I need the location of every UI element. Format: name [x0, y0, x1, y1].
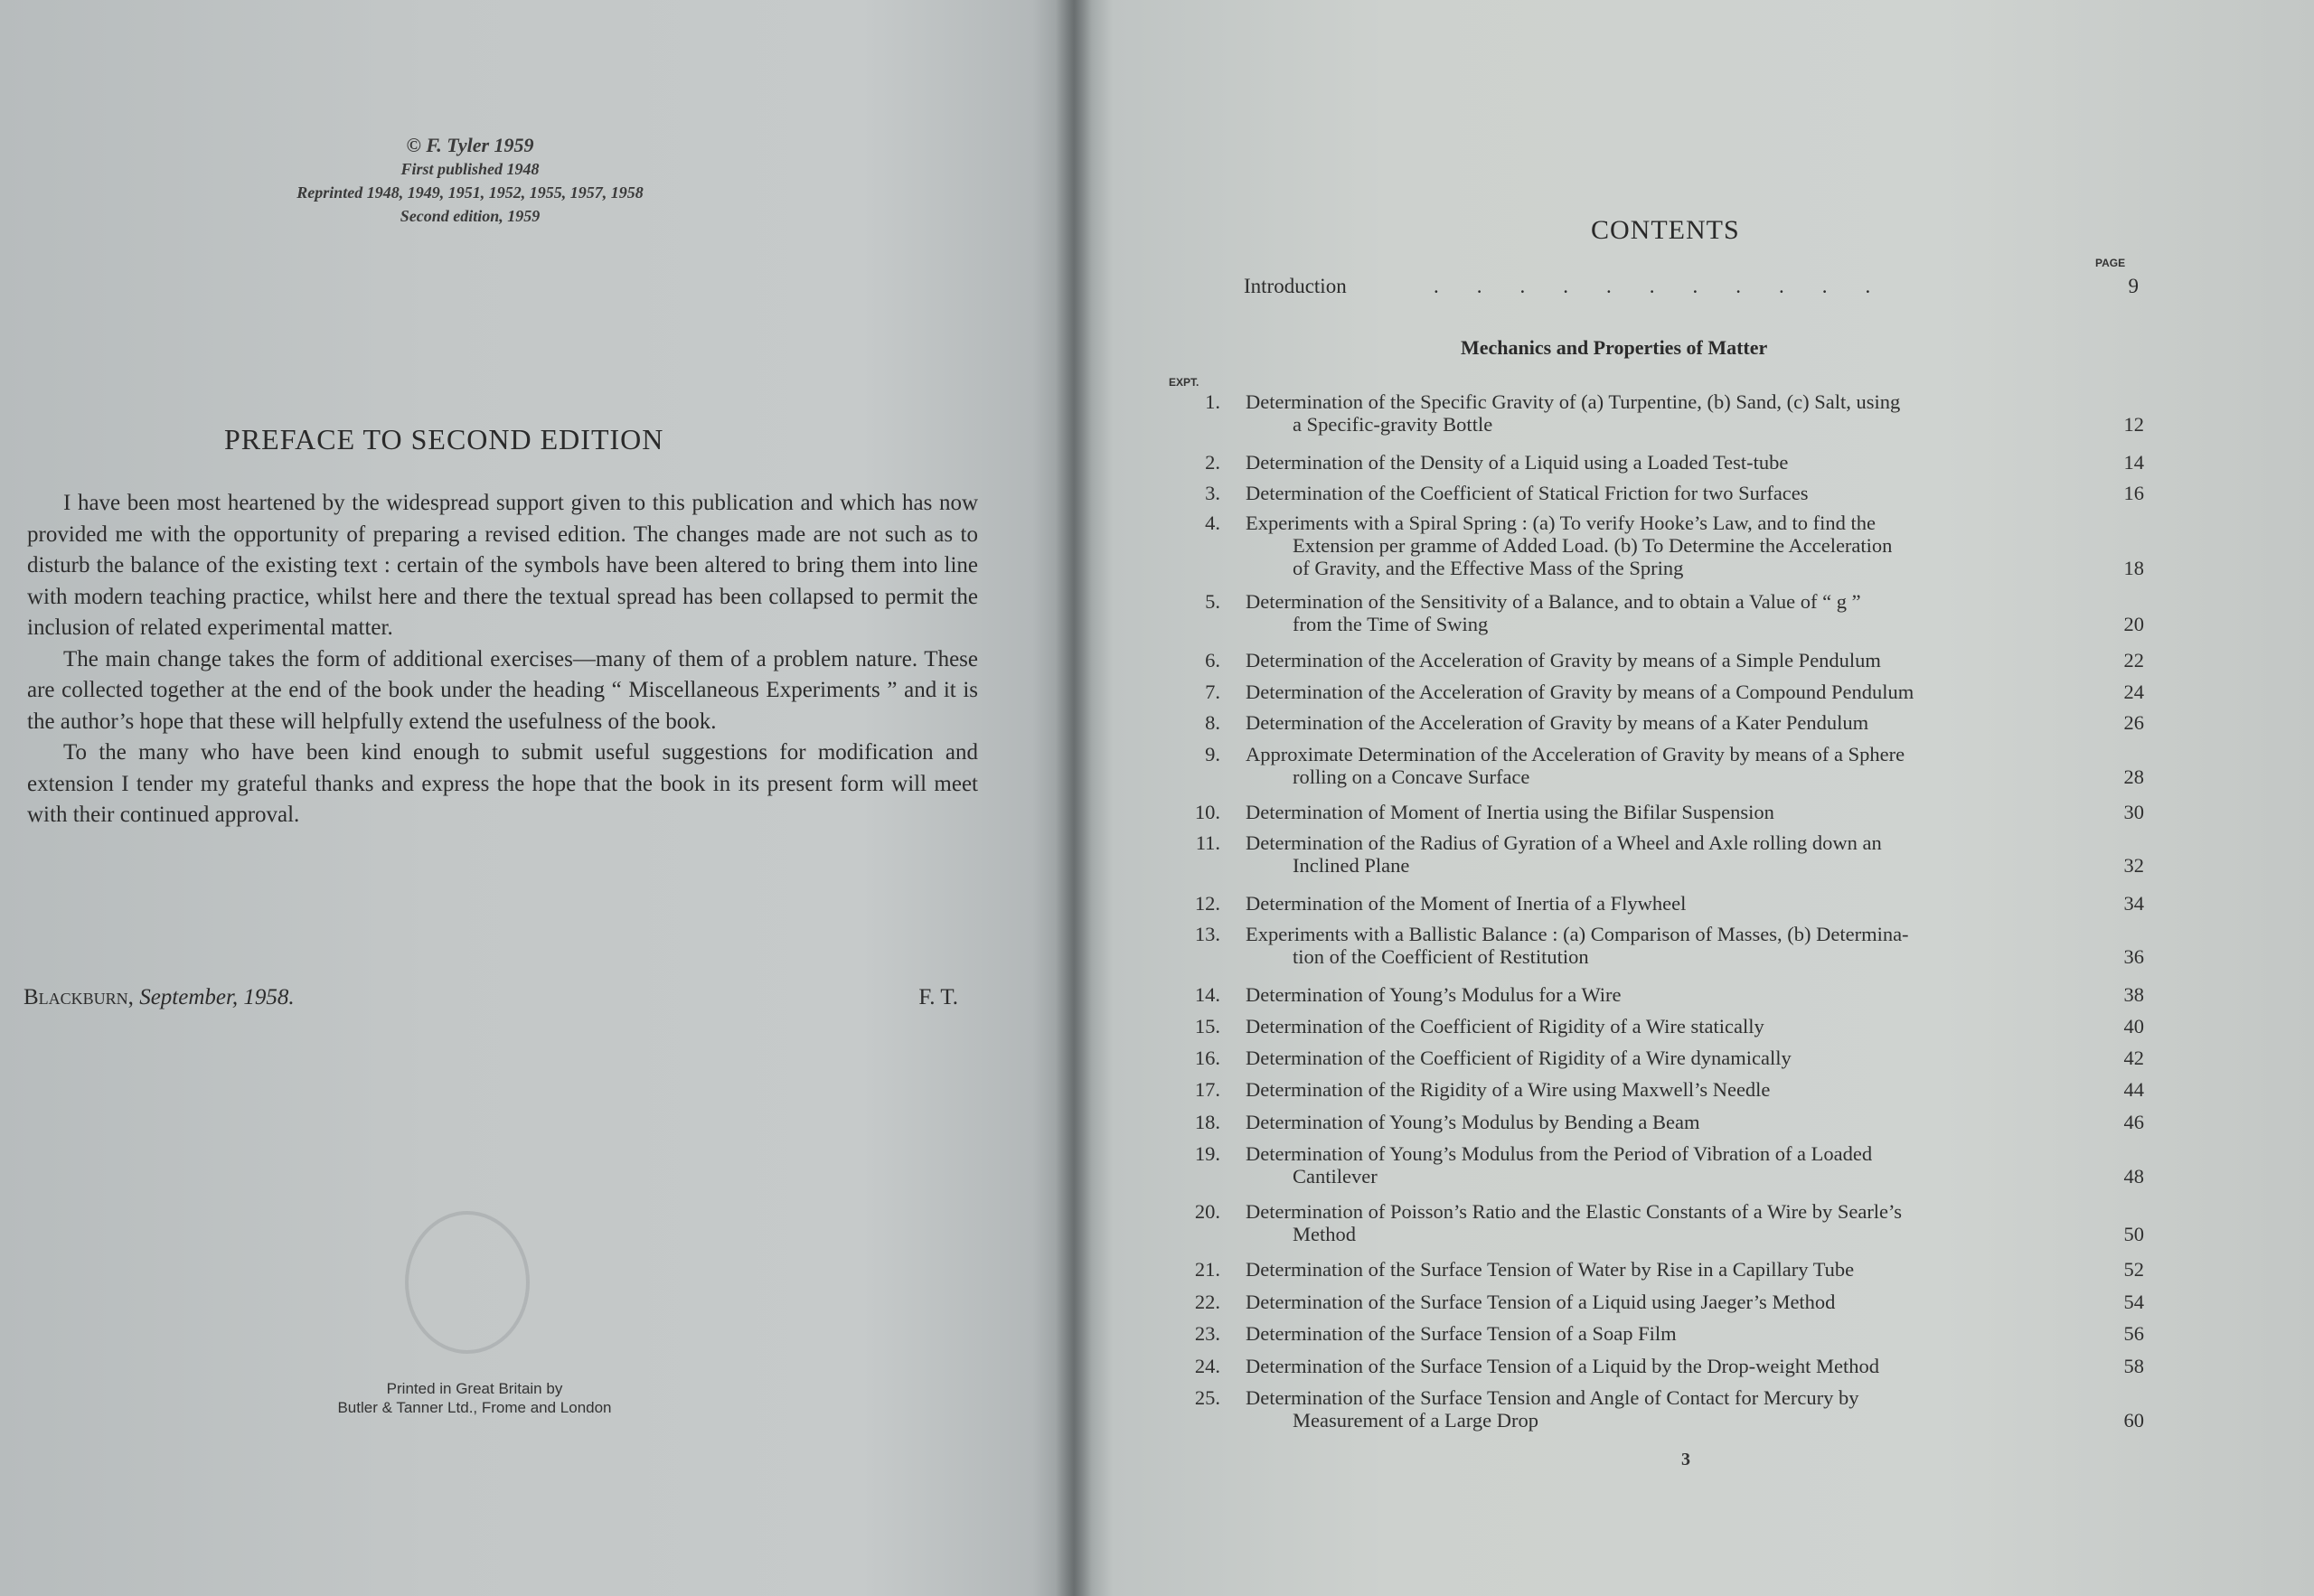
printer-credit — [271, 1379, 678, 1417]
entry-number: 13. — [1194, 923, 1220, 945]
entry-page: 16 — [2123, 482, 2144, 504]
entry-title-line: from the Time of Swing — [1293, 613, 1489, 635]
entry-title-line: Experiments with a Spiral Spring : (a) To verify Hooke’s Law, and to find the — [1246, 512, 1877, 534]
entry-number: 18. — [1194, 1111, 1220, 1133]
entry-title-line: rolling on a Concave Surface — [1293, 765, 1530, 788]
entry-page: 18 — [2123, 557, 2144, 579]
entry-number: 6. — [1205, 649, 1220, 671]
entry-title-line: Determination of the Acceleration of Gravity by means of a Kater Pendulum — [1246, 711, 1869, 734]
entry-title — [1246, 831, 2032, 877]
entry-page: 26 — [2123, 711, 2144, 734]
entry-number: 11. — [1195, 831, 1220, 854]
first-published-line: First published 1948 — [400, 160, 540, 178]
entry-title-line: of Gravity, and the Effective Mass of the Spring — [1293, 557, 1684, 579]
entry-title-line: Determination of the Coefficient of Rigidity of a Wire dynamically — [1246, 1047, 1792, 1069]
entry-title — [1246, 681, 2032, 703]
entry-title-line: tion of the Coefficient of Restitution — [1293, 945, 1589, 968]
entry-number: 12. — [1194, 892, 1220, 915]
entry-title — [1246, 983, 2032, 1006]
signoff-date: September, 1958. — [139, 985, 295, 1009]
entry-title — [1246, 711, 2032, 734]
entry-page: 24 — [2123, 681, 2144, 703]
printer-line-1: Printed in Great Britain by — [386, 1380, 563, 1397]
preface-paragraph: The main change takes the form of additional exercises—many of them of a problem nature. These are collected together at the end of the book under the heading “ Miscellaneous Experiments ” and it is the author’s hope that these will helpfully extend the usefulness of the book. — [27, 646, 978, 734]
entry-number: 25. — [1194, 1386, 1220, 1409]
entry-page: 22 — [2123, 649, 2144, 671]
entry-title-line: Determination of Young’s Modulus from the Period of Vibration of a Loaded — [1246, 1142, 1873, 1165]
entry-title-line: Measurement of a Large Drop — [1293, 1409, 1538, 1432]
entry-title-line: Determination of the Sensitivity of a Balance, and to obtain a Value of “ g ” — [1246, 590, 1861, 613]
page-number: 3 — [1681, 1450, 1690, 1469]
entry-title — [1246, 1258, 2032, 1281]
preface-title: PREFACE TO SECOND EDITION — [224, 423, 664, 455]
entry-page: 44 — [2123, 1078, 2144, 1101]
entry-title-line: Determination of the Density of a Liquid using a Loaded Test-tube — [1246, 451, 1789, 474]
entry-title-line: Determination of Moment of Inertia using the Bifilar Suspension — [1246, 801, 1774, 823]
entry-title-line: Determination of the Rigidity of a Wire using Maxwell’s Needle — [1246, 1078, 1771, 1101]
entry-title-line: Determination of the Surface Tension and Angle of Contact for Mercury by — [1246, 1386, 1859, 1409]
entry-number: 9. — [1205, 743, 1220, 765]
entry-title-line: Extension per gramme of Added Load. (b) To Determine the Acceleration — [1293, 534, 1893, 557]
preface-signoff — [24, 985, 958, 1010]
entry-number: 21. — [1194, 1258, 1220, 1281]
entry-title-line: Determination of the Surface Tension of a Liquid by the Drop-weight Method — [1246, 1355, 1879, 1377]
entry-title-line: Determination of the Acceleration of Gravity by means of a Compound Pendulum — [1246, 681, 1914, 703]
entry-title-line: Determination of Young’s Modulus by Bending a Beam — [1246, 1111, 1700, 1133]
entry-page: 50 — [2123, 1223, 2144, 1245]
entry-number: 14. — [1194, 983, 1220, 1006]
entry-page: 46 — [2123, 1111, 2144, 1133]
entry-number: 5. — [1205, 590, 1220, 613]
entry-title — [1246, 451, 2032, 474]
entry-title-line: Experiments with a Ballistic Balance : (a) Comparison of Masses, (b) Determina- — [1246, 923, 1909, 945]
entry-number: 3. — [1205, 482, 1220, 504]
entry-page: 28 — [2123, 765, 2144, 788]
entry-title-line: Determination of the Surface Tension of Water by Rise in a Capillary Tube — [1246, 1258, 1855, 1281]
entry-page: 58 — [2123, 1355, 2144, 1377]
entry-title — [1246, 1047, 2032, 1069]
copyright-line: © F. Tyler 1959 — [406, 134, 534, 156]
page-column-label: PAGE — [2095, 257, 2126, 269]
entry-number: 16. — [1194, 1047, 1220, 1069]
entry-title — [1246, 801, 2032, 823]
entry-title — [1246, 649, 2032, 671]
entry-title-line: Determination of Young’s Modulus for a Wire — [1246, 983, 1622, 1006]
entry-title — [1246, 1291, 2032, 1313]
publisher-emblem-shadow — [405, 1211, 530, 1354]
entry-title-line: Determination of the Coefficient of Rigidity of a Wire statically — [1246, 1015, 1764, 1037]
entry-number: 22. — [1194, 1291, 1220, 1313]
entry-page: 12 — [2123, 413, 2144, 436]
entry-title-line: Method — [1293, 1223, 1356, 1245]
entry-title — [1246, 743, 2032, 788]
entry-page: 38 — [2123, 983, 2144, 1006]
contents-title: CONTENTS — [1591, 215, 1740, 245]
second-edition-line: Second edition, 1959 — [400, 207, 541, 225]
entry-title-line: Cantilever — [1293, 1165, 1378, 1188]
introduction-entry — [1244, 275, 2139, 298]
entry-title-line: Determination of Poisson’s Ratio and the Elastic Constants of a Wire by Searle’s — [1246, 1200, 1903, 1223]
entry-number: 19. — [1194, 1142, 1220, 1165]
entry-title — [1246, 512, 2032, 579]
entry-title — [1246, 390, 2032, 436]
copyright-imprint — [154, 134, 786, 228]
entry-title-line: Inclined Plane — [1293, 854, 1410, 877]
entry-page: 20 — [2123, 613, 2144, 635]
entry-title — [1246, 1142, 2032, 1188]
entry-page: 14 — [2123, 451, 2144, 474]
entry-number: 1. — [1205, 390, 1220, 413]
introduction-label: Introduction — [1244, 275, 1347, 297]
preface-paragraph: I have been most heartened by the widespread support given to this publication and which has now provided me with the opportunity of preparing a revised edition. The changes made are not such as to disturb the balance of the existing text : certain of the symbols have been altered to bring them into line with modern teaching practice, whilst here and there the textual spread has been collapsed to permit the inclusion of related experimental matter. — [27, 491, 978, 640]
entry-page: 34 — [2123, 892, 2144, 915]
entry-number: 8. — [1205, 711, 1220, 734]
section-heading: Mechanics and Properties of Matter — [1461, 336, 1768, 359]
entry-number: 24. — [1194, 1355, 1220, 1377]
expt-column-label: EXPT. — [1169, 376, 1199, 389]
entry-page: 36 — [2123, 945, 2144, 968]
entry-title — [1246, 1355, 2032, 1377]
entry-page: 52 — [2123, 1258, 2144, 1281]
entry-page: 60 — [2123, 1409, 2144, 1432]
introduction-page: 9 — [2128, 275, 2139, 297]
entry-number: 7. — [1205, 681, 1220, 703]
entry-number: 20. — [1194, 1200, 1220, 1223]
entry-title — [1246, 1078, 2032, 1101]
entry-number: 10. — [1194, 801, 1220, 823]
entry-page: 56 — [2123, 1322, 2144, 1345]
entry-title — [1246, 1200, 2032, 1245]
book-spine — [1056, 0, 1092, 1596]
entry-title-line: Determination of the Acceleration of Gravity by means of a Simple Pendulum — [1246, 649, 1881, 671]
entry-number: 17. — [1194, 1078, 1220, 1101]
entry-title — [1246, 1111, 2032, 1133]
signoff-place: Blackburn, — [24, 985, 134, 1009]
entry-number: 23. — [1194, 1322, 1220, 1345]
preface-body — [27, 488, 978, 831]
entry-title — [1246, 482, 2032, 504]
entry-page: 40 — [2123, 1015, 2144, 1037]
entry-title-line: a Specific-gravity Bottle — [1293, 413, 1493, 436]
preface-paragraph: To the many who have been kind enough to submit useful suggestions for modification and extension I tender my grateful thanks and express the hope that the book in its present form will meet with their continued approval. — [27, 740, 978, 827]
printer-line-2: Butler & Tanner Ltd., Frome and London — [337, 1399, 612, 1416]
entry-title — [1246, 1386, 2032, 1432]
entry-page: 42 — [2123, 1047, 2144, 1069]
leader-dots: ........... — [1434, 275, 1909, 297]
entry-page: 32 — [2123, 854, 2144, 877]
entry-number: 15. — [1194, 1015, 1220, 1037]
entry-page: 54 — [2123, 1291, 2144, 1313]
entry-title-line: Approximate Determination of the Acceleration of Gravity by means of a Sphere — [1246, 743, 1905, 765]
entry-title — [1246, 1322, 2032, 1345]
entry-title-line: Determination of the Surface Tension of a Liquid using Jaeger’s Method — [1246, 1291, 1836, 1313]
entry-title — [1246, 892, 2032, 915]
entry-title — [1246, 590, 2032, 635]
entry-title-line: Determination of the Moment of Inertia of a Flywheel — [1246, 892, 1687, 915]
left-page — [0, 0, 1076, 1596]
entry-page: 30 — [2123, 801, 2144, 823]
entry-title-line: Determination of the Surface Tension of a Soap Film — [1246, 1322, 1677, 1345]
reprinted-line: Reprinted 1948, 1949, 1951, 1952, 1955, 1957, 1958 — [296, 183, 644, 202]
entry-title-line: Determination of the Coefficient of Statical Friction for two Surfaces — [1246, 482, 1809, 504]
entry-number: 4. — [1205, 512, 1220, 534]
entry-page: 48 — [2123, 1165, 2144, 1188]
entry-title-line: Determination of the Specific Gravity of (a) Turpentine, (b) Sand, (c) Salt, using — [1246, 390, 1901, 413]
entry-title — [1246, 1015, 2032, 1037]
entry-title — [1246, 923, 2032, 968]
entry-number: 2. — [1205, 451, 1220, 474]
signoff-initials: F. T. — [918, 985, 958, 1009]
entry-title-line: Determination of the Radius of Gyration of a Wheel and Axle rolling down an — [1246, 831, 1882, 854]
